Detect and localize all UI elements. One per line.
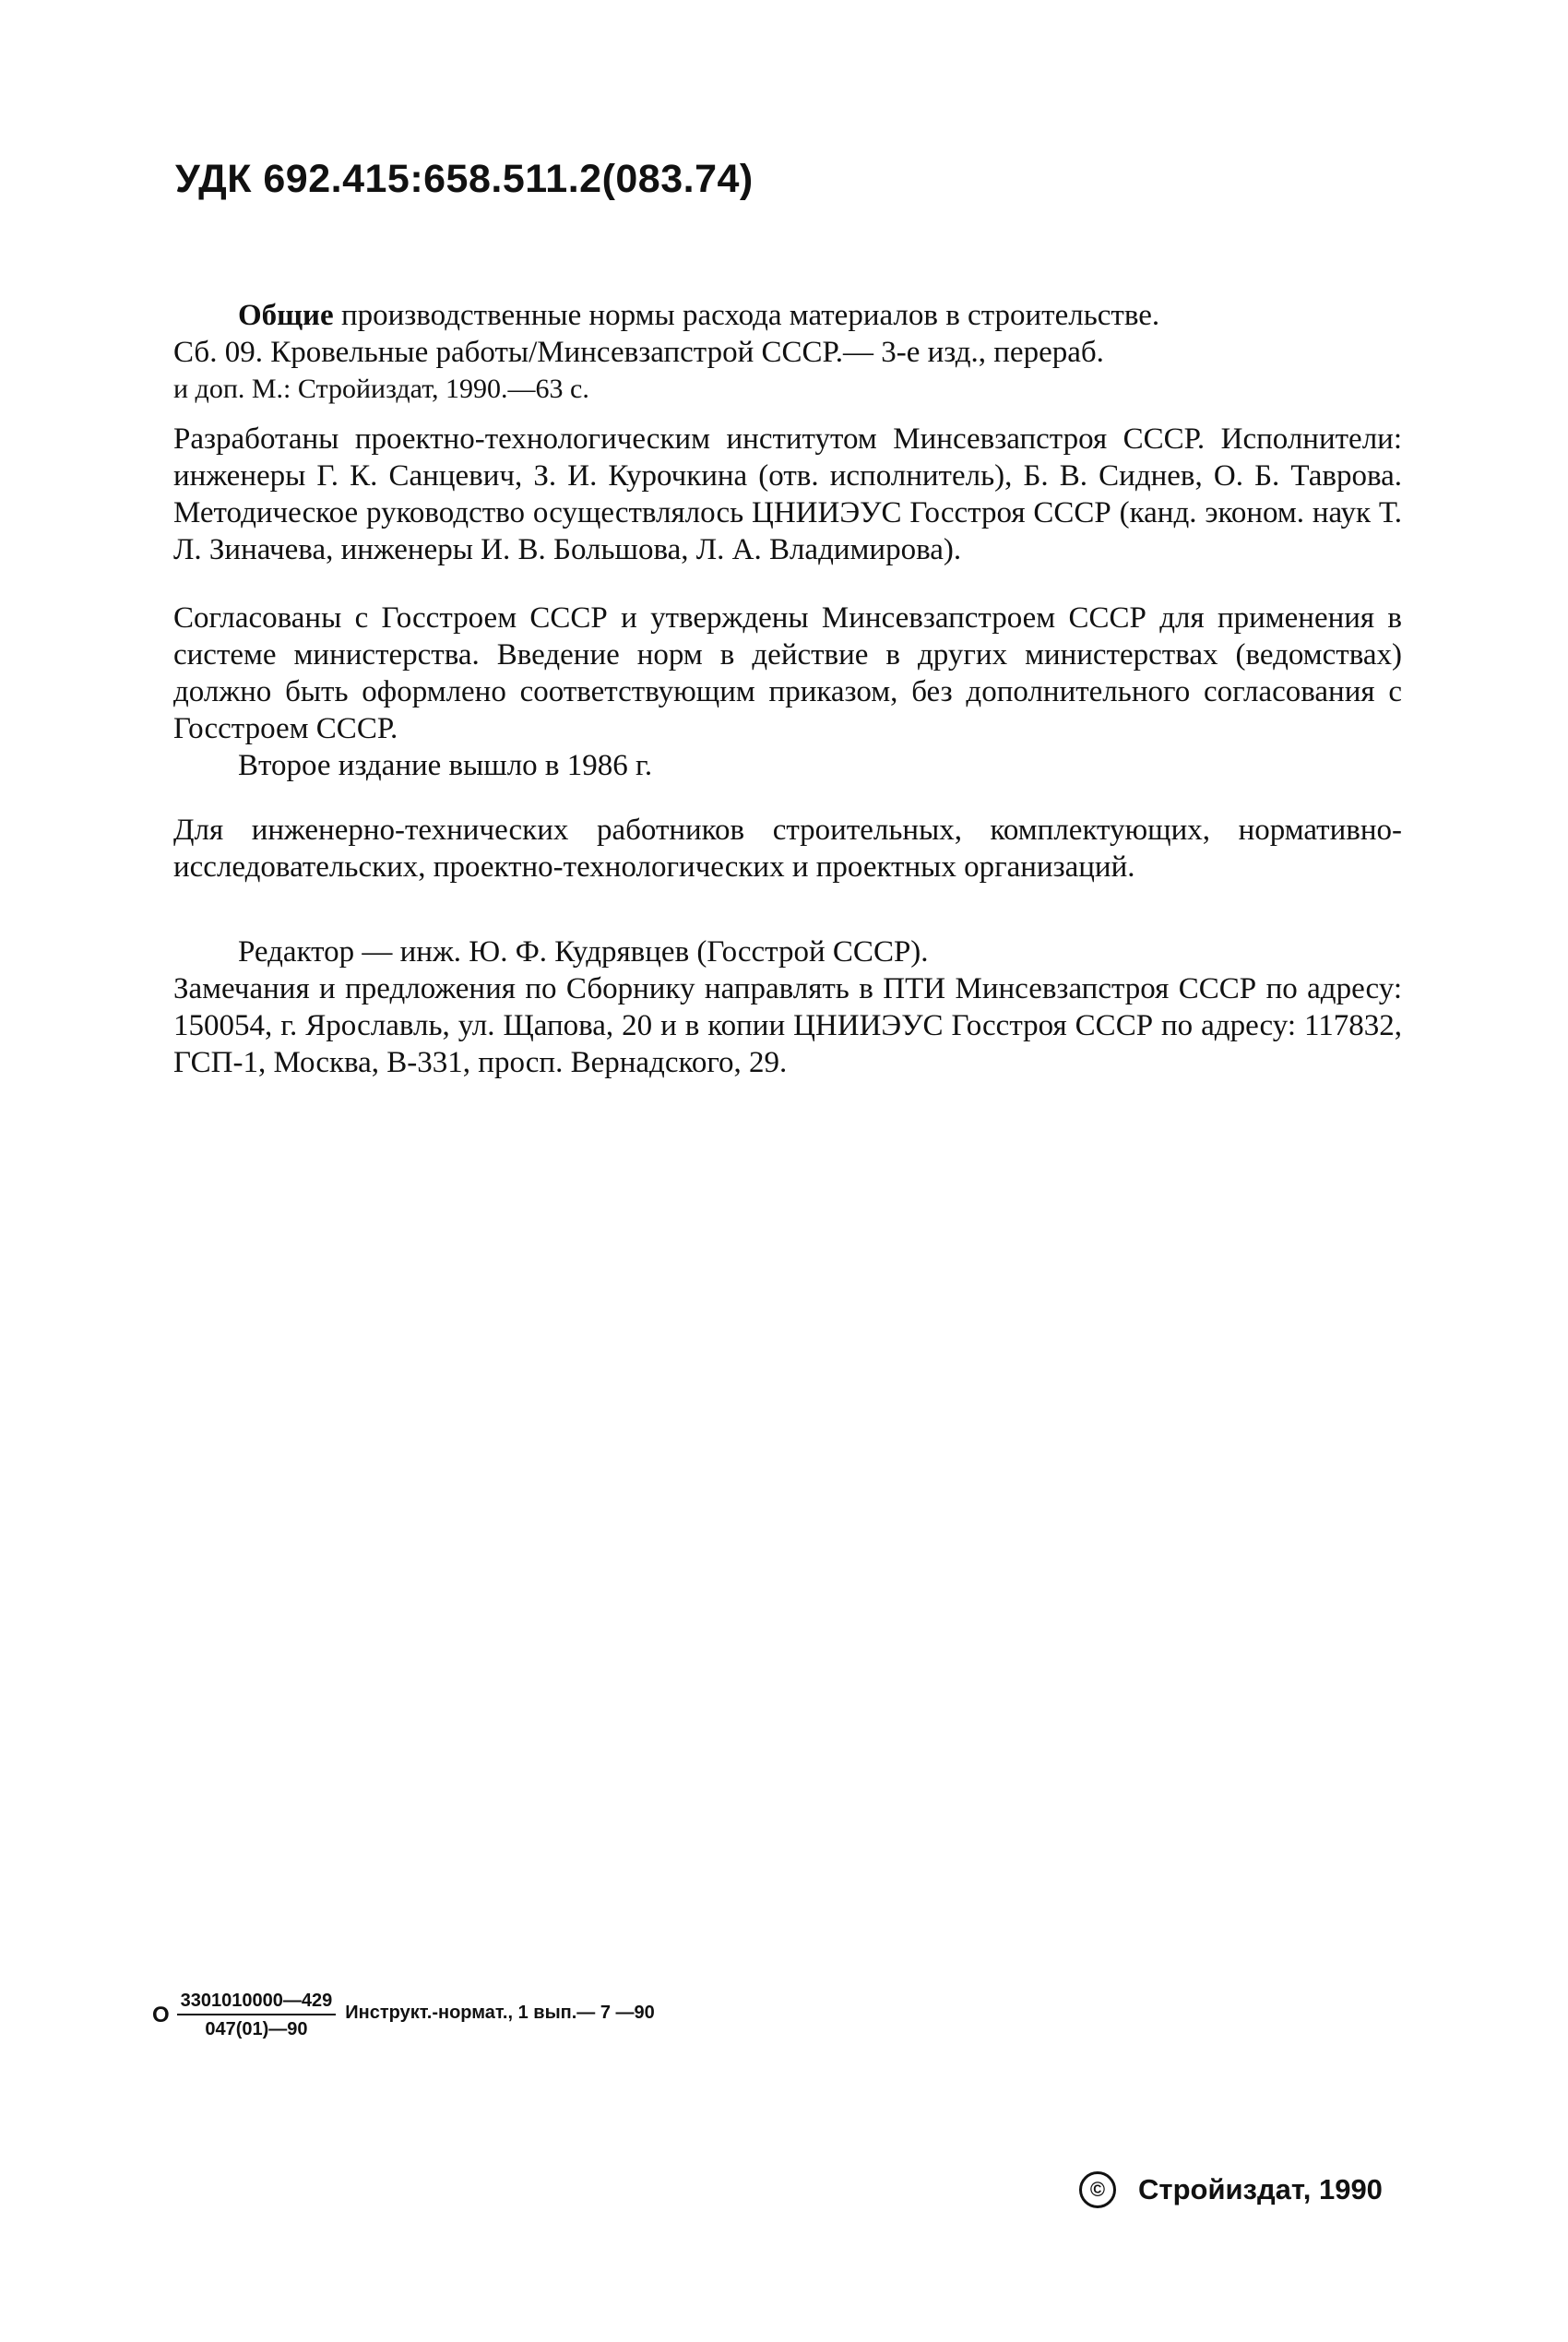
code-denominator: 047(01)—90 bbox=[205, 2019, 308, 2039]
copyright-text: Стройиздат, 1990 bbox=[1138, 2173, 1383, 2205]
bib-line-1 bbox=[238, 297, 1402, 334]
code-prefix: О bbox=[152, 2003, 170, 2027]
editor-paragraph bbox=[173, 933, 1402, 1081]
bibliographic-description bbox=[173, 297, 1402, 408]
code-numerator: 3301010000—429 bbox=[177, 1991, 337, 2015]
code-tail: Инструкт.-нормат., 1 вып.— 7 —90 bbox=[345, 2002, 655, 2023]
udk-code: УДК 692.415:658.511.2(083.74) bbox=[175, 157, 754, 201]
agreement-text: Согласованы с Госстроем СССР и утверждены Минсевзапстроем СССР для применения в системе министерства. Введение норм в действие в других министерствах (ведомствах) должно быть оформлено соответствующим приказом, без дополнительного согласования с Госстроем СССР. bbox=[173, 601, 1402, 745]
editor-line: Редактор — инж. Ю. Ф. Кудрявцев (Госстрой СССР). bbox=[238, 935, 929, 969]
agreement-paragraph bbox=[173, 600, 1402, 784]
bib-lead-word: Общие bbox=[238, 299, 334, 332]
bib-line-2: Сб. 09. Кровельные работы/Минсевзапстрой СССР.— 3-е изд., перераб. bbox=[173, 336, 1104, 369]
bib-line-3: и доп. М.: Стройиздат, 1990.—63 с. bbox=[173, 374, 589, 404]
audience-paragraph bbox=[173, 812, 1402, 886]
remarks-text: Замечания и предложения по Сборнику направлять в ПТИ Минсевзапстроя СССР по адресу: 150054, г. Ярославль, ул. Щапова, 20 и в копии ЦНИИЭУС Госстроя СССР по адресу: 117832, ГСП-1, Москва, В-331, просп. Вернадского, 29. bbox=[173, 972, 1402, 1079]
developers-text: Разработаны проектно-технологическим институтом Минсевзапстроя СССР. Исполнители: инженеры Г. К. Санцевич, З. И. Курочкина (отв. исполнитель), Б. В. Сиднев, О. Б. Таврова. Методическое руководство осуществлялось ЦНИИЭУС Госстроя СССР (канд. эконом. наук Т. Л. Зиначева, инженеры И. В. Большова, Л. А. Владимирова). bbox=[173, 422, 1402, 566]
copyright-line bbox=[1079, 2171, 1383, 2208]
developers-paragraph bbox=[173, 421, 1402, 568]
publication-code bbox=[152, 1991, 655, 2040]
bib-line-1-rest: производственные нормы расхода материалов в строительстве. bbox=[333, 299, 1160, 332]
code-fraction bbox=[177, 1991, 337, 2040]
second-edition-note: Второе издание вышло в 1986 г. bbox=[238, 749, 653, 782]
audience-text: Для инженерно-технических работников строительных, комплектующих, нормативно-исследовательских, проектно-технологических и проектных организаций. bbox=[173, 814, 1402, 884]
copyright-icon: © bbox=[1079, 2171, 1116, 2208]
